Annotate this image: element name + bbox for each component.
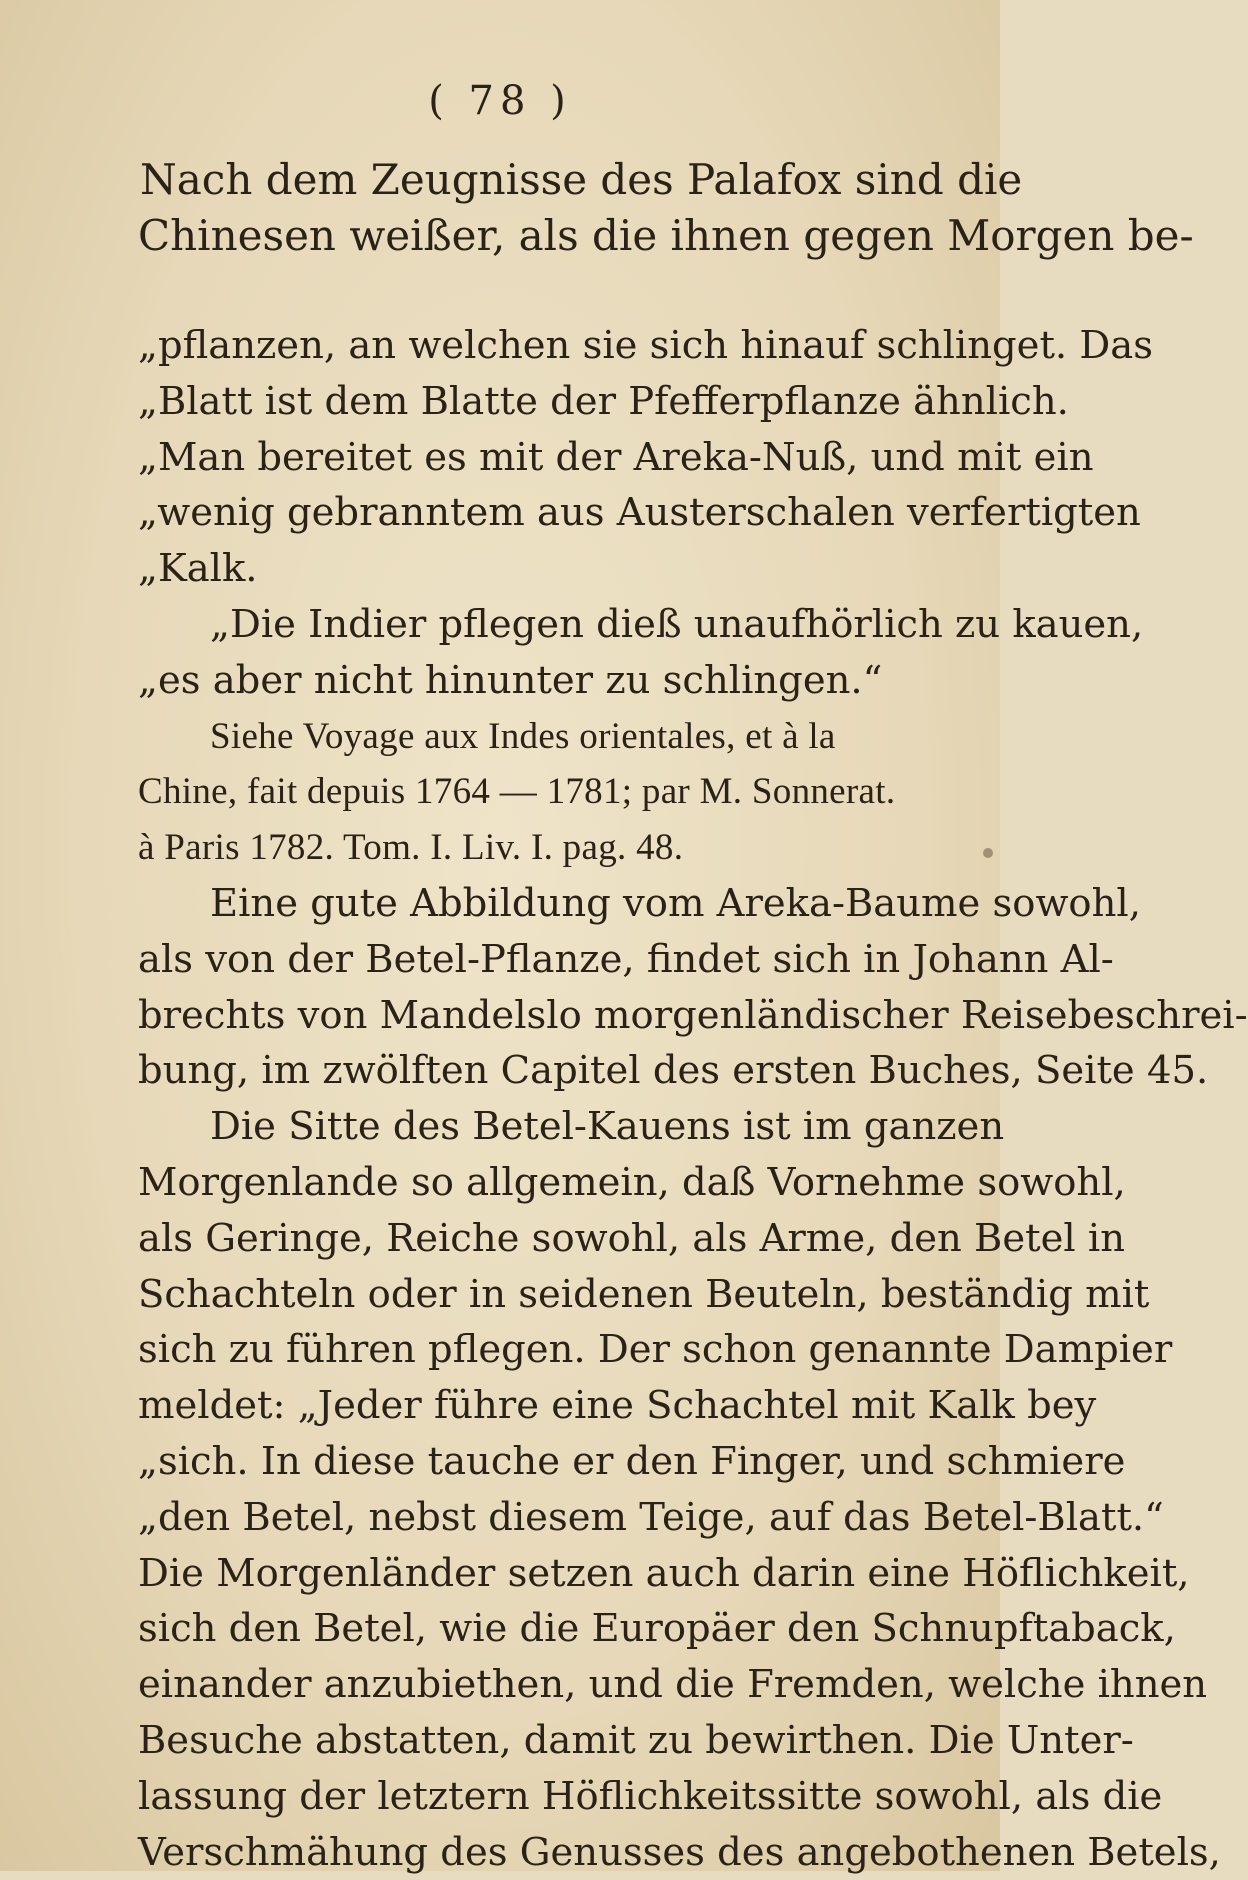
body-text [138,318,1248,1880]
text-line: „Kalk. [138,546,258,592]
text-line: „wenig gebranntem aus Austerschalen verfertigten [138,490,1141,536]
text-line: „Die Indier pflegen dieß unaufhörlich zu kauen, [210,601,1144,647]
text-line: Siehe Voyage aux Indes orientales, et à la [210,715,836,757]
page-number: ( 78 ) [428,78,572,124]
text-line-top-2: Chinesen weißer, als die ihnen gegen Morgen be- [138,211,1194,260]
paper-spot [983,848,993,858]
text-line: „pflanzen, an welchen sie sich hinauf schlinget. Das [138,323,1153,368]
text-line: brechts von Mandelslo morgenländischer Reisebeschrei- [138,992,1248,1038]
text-line: bung, im zwölften Capitel des ersten Buches, Seite 45. [138,1048,1209,1094]
text-line: à Paris 1782. Tom. I. Liv. I. pag. 48. [138,827,684,869]
text-line: Chine, fait depuis 1764 — 1781; par M. Sonnerat. [138,771,896,813]
text-line: als Geringe, Reiche sowohl, als Arme, den Betel in [138,1215,1126,1261]
text-line: „den Betel, nebst diesem Teige, auf das Betel-Blatt.“ [138,1494,1164,1540]
text-line: Morgenlande so allgemein, daß Vornehme sowohl, [138,1159,1126,1205]
text-line: „Man bereitet es mit der Areka-Nuß, und mit ein [138,434,1094,480]
text-line: Besuche abstatten, damit zu bewirthen. Die Unter- [138,1717,1134,1763]
text-line: Schachteln oder in seidenen Beuteln, beständig mit [138,1271,1150,1317]
text-line: Eine gute Abbildung vom Areka-Baume sowohl, [210,880,1141,926]
text-line: sich zu führen pflegen. Der schon genannte Dampier [138,1327,1173,1373]
text-line: „sich. In diese tauche er den Finger, und schmiere [138,1438,1126,1484]
text-line: Die Sitte des Betel-Kauens ist im ganzen [210,1104,1005,1150]
text-line: sich den Betel, wie die Europäer den Schnupftaback, [138,1606,1176,1652]
text-line: „Blatt ist dem Blatte der Pfefferpflanze ähnlich. [138,378,1069,424]
text-line: meldet: „Jeder führe eine Schachtel mit Kalk bey [138,1383,1097,1429]
text-line: Die Morgenländer setzen auch darin eine Höflichkeit, [138,1550,1190,1596]
text-line: einander anzubiethen, und die Fremden, welche ihnen [138,1662,1208,1708]
text-line: lassung der letztern Höflichkeitssitte sowohl, als die [138,1773,1163,1819]
text-line: „es aber nicht hinunter zu schlingen.“ [138,657,883,703]
text-line-top-1: Nach dem Zeugnisse des Palafox sind die [140,155,1023,204]
text-line: als von der Betel-Pflanze, findet sich in Johann Al- [138,936,1114,982]
text-line: Verschmähung des Genusses des angebothenen Betels, [138,1829,1221,1875]
